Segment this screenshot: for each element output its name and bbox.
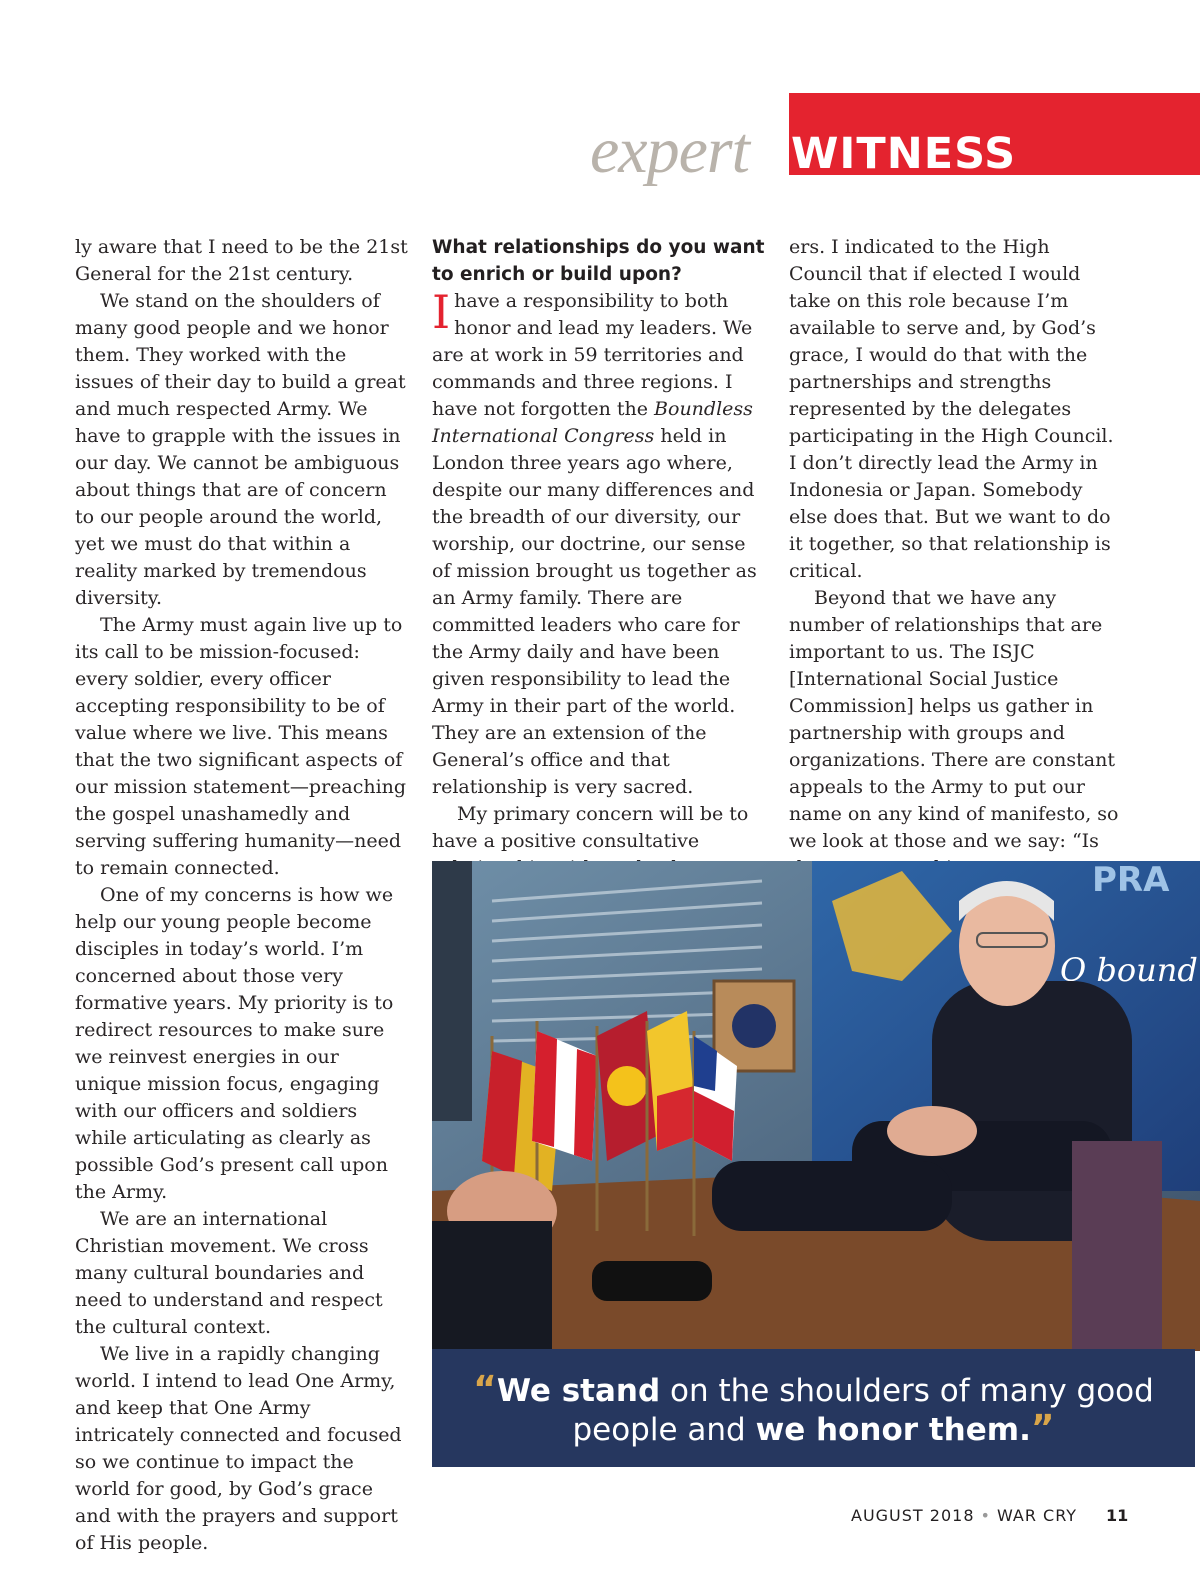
paragraph: Beyond that we have any number of relationships that are important to us. The ISJC [International Social Justice Commission] helps us gather in partnership with groups and organizations. There are constant appeals to the Army to put our name on any kind of manifesto, so we look at those and we say: “Is <box>789 587 1119 852</box>
backdrop-sign-text-2: O bound <box>1060 951 1198 989</box>
drop-cap: I <box>432 285 451 339</box>
footer-separator: • <box>980 1506 991 1525</box>
page-footer <box>851 1506 1077 1525</box>
paragraph: The Army must again live up to its call to be mission-focused: every soldier, every officer accepting responsibility to be of value where we live. This means that the two significant aspects of our mission statement—preaching the gospel unashamedly and serving suffering humanity—need to remain connected. <box>75 614 407 879</box>
article-column-3 <box>789 234 1124 909</box>
pull-quote-bold: We stand <box>496 1373 661 1409</box>
magazine-name: WAR CRY <box>996 1506 1078 1525</box>
article-column-2 <box>432 234 767 882</box>
paragraph: ers. I indicated to the High Council that if elected I would take on this role because I’m available to serve and, by God’s grace, I would do that with the partnerships and strengths represented by the delegates participating in the High Council. I don’t directly lead the Army in Indonesia or Japan. Somebody else does that. But we want to do it together, so that relationship is critical. <box>789 236 1114 582</box>
paragraph: ly aware that I need to be the 21st General for the 21st century. <box>75 236 408 285</box>
pull-quote-text: on the shoulders of many good people and <box>572 1373 1154 1448</box>
interview-question: What relationships do you want to enrich or build upon? <box>432 237 765 285</box>
paragraph: My primary concern will be to have a positive consultative <box>432 803 749 852</box>
pull-quote-bold: we honor them. <box>755 1412 1031 1448</box>
section-title-expert: expert <box>590 114 749 187</box>
paragraph: We live in a rapidly changing world. I intend to lead One Army, and keep that One Army intricately connected and focused so we continue to impact the world for good, by God’s grace and with the prayers and support of His people. <box>75 1343 402 1554</box>
paragraph: One of my concerns is how we help our young people become disciples in today’s world. I’m concerned about those very formative years. My priority is to redirect resources to make sure we reinvest energies in our unique mission focus, engaging with our officers and soldiers while articulating as clearly as possible God’s present call upon the Army. <box>75 884 394 1203</box>
section-title-witness: WITNESS <box>791 129 1017 179</box>
interview-photo <box>432 861 1200 1351</box>
paragraph-text: have a responsibility to both honor and lead my leaders. We are at work in 59 territories and commands and three regions. I have not forgotten the <box>432 290 753 420</box>
paragraph: We are an international Christian movement. We cross many cultural boundaries and need to understand and respect the cultural context. <box>75 1208 383 1338</box>
paragraph-text: held in London three years ago where, despite our many differences and the breadth of our diversity, our worship, our doctrine, our sense of mission brought us together as an Army family. There are committed leaders who care for the Army daily and have been given responsibility to lead the Army in their part of the world. They are an extension of the General’s office and that relationship is very sacred. <box>432 425 757 798</box>
issue-date: AUGUST 2018 <box>851 1506 975 1525</box>
quote-close-mark: ” <box>1030 1408 1055 1449</box>
page-number: 11 <box>1106 1506 1129 1525</box>
paragraph: We stand on the shoulders of many good people and we honor them. They worked with the issues of their day to build a great and much respected Army. We have to grapple with the issues in our day. We cannot be ambiguous about things that are of concern to our people around the world, yet we must do that within a reality marked by tremendous diversity. <box>75 290 406 609</box>
event-name: Boundless International Congress <box>432 398 753 447</box>
article-column-1 <box>75 234 410 1557</box>
pull-quote <box>432 1349 1195 1467</box>
backdrop-sign-text: PRA <box>1092 861 1170 900</box>
interview-photo-illustration <box>432 861 1200 1351</box>
quote-open-mark: “ <box>473 1369 497 1410</box>
paragraph <box>432 285 767 801</box>
